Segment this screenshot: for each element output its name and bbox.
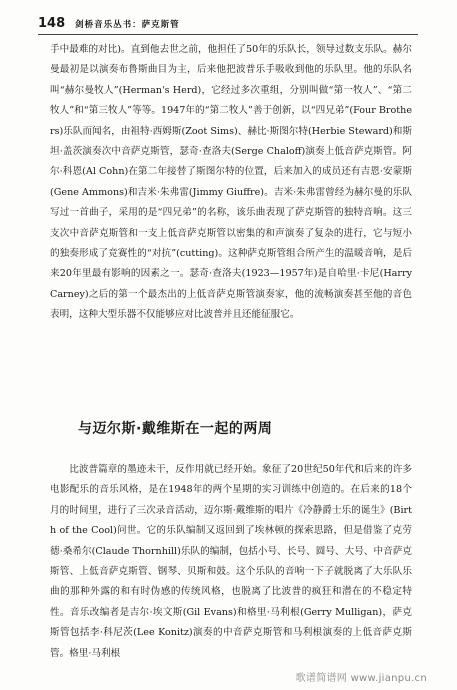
body-paragraph-miles-davis: 比波普篇章的墨迹未干，反作用就已经开始。象征了20世纪50年代和后来的许多电影配乐的音乐风格，是在1948年的两个星期的实习训练中创造的。在后来的18个月的时间里，进行了三次录音活动，迈尔斯·戴维斯的唱片《冷静爵士乐的诞生》(Birth of the Cool)问世。它的乐队编制又返回到了埃林顿的探索思路，但是借鉴了克劳德·桑希尔(Claude Thornhill)乐队的编制，包括小号、长号、圆号、大号、中音萨克斯管、上低音萨克斯管、钢琴、贝斯和鼓。这个乐队的音响一下子就脱离了大乐队乐曲的那种外露的和有时伪感的传统风格，也脱离了比波普的疯狂和潜在的不稳定特性。音乐改编者是吉尔·埃文斯(Gil Evans)和格里·马利根(Gerry Mulligan)，萨克斯管包括李·科尼茨(Lee Konitz)演奏的中音萨克斯管和马利根演奏的上低音萨克斯管。格里·马利根 [50, 464, 412, 659]
running-head: 剑桥音乐丛书：萨克斯管 [75, 20, 180, 30]
body-paragraph-herman: 手中最难的对比)。直到他去世之前，他担任了50年的乐队长，领导过数支乐队。赫尔曼最初是以演奏布鲁斯曲目为主，后来他把波普乐手吸收到他的乐队里。他的乐队名叫“赫尔曼牧人”(Herman's Herd)，它经过多次重组，分别叫做“第一牧人”、“第二牧人”和“第三牧人”等等。1947年的“第二牧人”善于创新，以“四兄弟”(Four Brothers)乐队而闻名，由祖特·西姆斯(Zoot Sims)、赫比·斯图尔特(Herbie Steward)和斯坦·盖茨演奏次中音萨克斯管，瑟奇·查洛夫(Serge Chaloff)演奏上低音萨克斯管。阿尔·科恩(Al Cohn)在第二年接替了斯图尔特的位置，后来加入的成员还有吉恩·安蒙斯(Gene Ammons)和吉米·朱弗雷(Jimmy Giuffre)。吉米·朱弗雷曾经为赫尔曼的乐队写过一首曲子，采用的是“四兄弟”的名称，该乐曲表现了萨克斯管的独特音响。这三支次中音萨克斯管和一支上低音萨克斯管以密集的和声演奏了复杂的进行，它与短小的独奏形成了竞赛性的“对抗”(cutting)。这种萨克斯管组合所产生的温暖音响，是后来20年里最有影响的因素之一。瑟奇·查洛夫(1923—1957年)是自哈里·卡尼(Harry Carney)之后的第一个最杰出的上低音萨克斯管演奏家，他的流畅演奏甚至他的音色表明，这种大型乐器不仅能够应对比波普并且还能征服它。 [50, 44, 412, 321]
page-number: 148 [38, 16, 66, 31]
page-header [38, 12, 418, 35]
site-watermark: 歌谱简谱网 www.jianpu.cn [295, 673, 427, 684]
section-title: 与迈尔斯·戴维斯在一起的两周 [78, 421, 273, 437]
